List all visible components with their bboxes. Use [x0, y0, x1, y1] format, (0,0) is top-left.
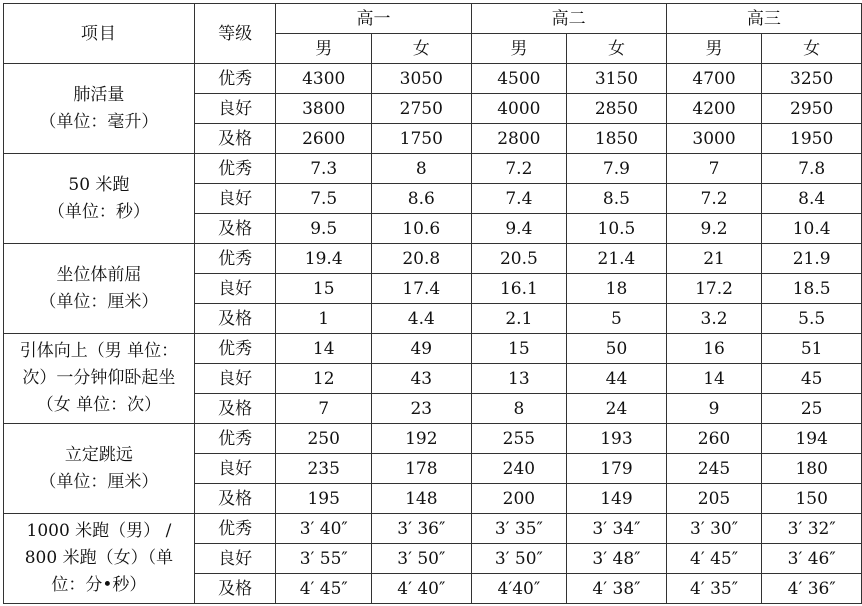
value-cell: 2600 — [276, 124, 372, 154]
value-cell: 9.5 — [276, 214, 372, 244]
value-cell: 4′40″ — [471, 574, 567, 604]
value-cell: 4500 — [471, 64, 567, 94]
level-label: 优秀 — [194, 154, 276, 184]
value-cell: 10.4 — [762, 214, 862, 244]
value-cell: 7.8 — [762, 154, 862, 184]
value-cell: 13 — [471, 364, 567, 394]
header-gender: 女 — [567, 34, 667, 64]
item-label: 坐位体前屈 （单位：厘米） — [4, 244, 195, 334]
value-cell: 255 — [471, 424, 567, 454]
value-cell: 3′ 48″ — [567, 544, 667, 574]
value-cell: 200 — [471, 484, 567, 514]
value-cell: 3′ 46″ — [762, 544, 862, 574]
level-label: 良好 — [194, 454, 276, 484]
value-cell: 235 — [276, 454, 372, 484]
value-cell: 205 — [666, 484, 762, 514]
level-label: 良好 — [194, 274, 276, 304]
value-cell: 3800 — [276, 94, 372, 124]
value-cell: 8.5 — [567, 184, 667, 214]
value-cell: 17.4 — [372, 274, 472, 304]
value-cell: 9 — [666, 394, 762, 424]
level-label: 优秀 — [194, 244, 276, 274]
value-cell: 4′ 40″ — [372, 574, 472, 604]
header-gender: 女 — [762, 34, 862, 64]
value-cell: 43 — [372, 364, 472, 394]
value-cell: 1850 — [567, 124, 667, 154]
value-cell: 21.9 — [762, 244, 862, 274]
value-cell: 3′ 40″ — [276, 514, 372, 544]
value-cell: 51 — [762, 334, 862, 364]
value-cell: 3150 — [567, 64, 667, 94]
value-cell: 3′ 36″ — [372, 514, 472, 544]
value-cell: 49 — [372, 334, 472, 364]
table-row — [4, 64, 862, 94]
header-gender: 男 — [471, 34, 567, 64]
value-cell: 3′ 50″ — [471, 544, 567, 574]
value-cell: 24 — [567, 394, 667, 424]
level-label: 及格 — [194, 484, 276, 514]
level-label: 良好 — [194, 364, 276, 394]
level-label: 良好 — [194, 184, 276, 214]
value-cell: 5 — [567, 304, 667, 334]
header-item: 项目 — [4, 4, 195, 64]
header-level: 等级 — [194, 4, 276, 64]
value-cell: 44 — [567, 364, 667, 394]
value-cell: 45 — [762, 364, 862, 394]
value-cell: 8 — [471, 394, 567, 424]
level-label: 优秀 — [194, 514, 276, 544]
value-cell: 7.2 — [666, 184, 762, 214]
level-label: 及格 — [194, 574, 276, 604]
level-label: 良好 — [194, 94, 276, 124]
value-cell: 192 — [372, 424, 472, 454]
header-gender: 男 — [666, 34, 762, 64]
value-cell: 260 — [666, 424, 762, 454]
value-cell: 3.2 — [666, 304, 762, 334]
value-cell: 245 — [666, 454, 762, 484]
value-cell: 3′ 30″ — [666, 514, 762, 544]
level-label: 及格 — [194, 304, 276, 334]
level-label: 优秀 — [194, 424, 276, 454]
value-cell: 4′ 35″ — [666, 574, 762, 604]
level-label: 及格 — [194, 394, 276, 424]
value-cell: 4′ 38″ — [567, 574, 667, 604]
value-cell: 5.5 — [762, 304, 862, 334]
value-cell: 2.1 — [471, 304, 567, 334]
value-cell: 193 — [567, 424, 667, 454]
value-cell: 20.5 — [471, 244, 567, 274]
value-cell: 21.4 — [567, 244, 667, 274]
level-label: 优秀 — [194, 334, 276, 364]
value-cell: 15 — [276, 274, 372, 304]
value-cell: 1950 — [762, 124, 862, 154]
value-cell: 4700 — [666, 64, 762, 94]
value-cell: 2800 — [471, 124, 567, 154]
value-cell: 149 — [567, 484, 667, 514]
value-cell: 1 — [276, 304, 372, 334]
value-cell: 10.6 — [372, 214, 472, 244]
value-cell: 250 — [276, 424, 372, 454]
table-row — [4, 514, 862, 544]
table-body — [4, 4, 862, 604]
item-label: 1000 米跑（男） / 800 米跑（女）（单 位：分•秒） — [4, 514, 195, 604]
value-cell: 178 — [372, 454, 472, 484]
value-cell: 7.2 — [471, 154, 567, 184]
value-cell: 7.4 — [471, 184, 567, 214]
value-cell: 4′ 36″ — [762, 574, 862, 604]
item-label: 50 米跑 （单位：秒） — [4, 154, 195, 244]
value-cell: 240 — [471, 454, 567, 484]
value-cell: 14 — [666, 364, 762, 394]
value-cell: 15 — [471, 334, 567, 364]
value-cell: 8.4 — [762, 184, 862, 214]
value-cell: 25 — [762, 394, 862, 424]
value-cell: 3250 — [762, 64, 862, 94]
value-cell: 7.3 — [276, 154, 372, 184]
value-cell: 4′ 45″ — [276, 574, 372, 604]
table-row — [4, 424, 862, 454]
value-cell: 2850 — [567, 94, 667, 124]
value-cell: 3′ 35″ — [471, 514, 567, 544]
value-cell: 3′ 50″ — [372, 544, 472, 574]
value-cell: 18.5 — [762, 274, 862, 304]
header-gender: 男 — [276, 34, 372, 64]
table-row — [4, 244, 862, 274]
header-row-grades — [4, 4, 862, 34]
table-row — [4, 334, 862, 364]
value-cell: 4.4 — [372, 304, 472, 334]
value-cell: 7.9 — [567, 154, 667, 184]
value-cell: 4300 — [276, 64, 372, 94]
value-cell: 7 — [666, 154, 762, 184]
value-cell: 4200 — [666, 94, 762, 124]
value-cell: 10.5 — [567, 214, 667, 244]
level-label: 及格 — [194, 214, 276, 244]
header-grade-1: 高一 — [276, 4, 471, 34]
value-cell: 50 — [567, 334, 667, 364]
value-cell: 3000 — [666, 124, 762, 154]
fitness-standards-table — [3, 3, 862, 604]
value-cell: 16 — [666, 334, 762, 364]
value-cell: 8 — [372, 154, 472, 184]
item-label: 引体向上（男 单位： 次）一分钟仰卧起坐 （女 单位：次） — [4, 334, 195, 424]
value-cell: 23 — [372, 394, 472, 424]
value-cell: 2750 — [372, 94, 472, 124]
level-label: 优秀 — [194, 64, 276, 94]
value-cell: 21 — [666, 244, 762, 274]
header-grade-3: 高三 — [666, 4, 861, 34]
item-label: 立定跳远 （单位：厘米） — [4, 424, 195, 514]
value-cell: 1750 — [372, 124, 472, 154]
value-cell: 194 — [762, 424, 862, 454]
value-cell: 17.2 — [666, 274, 762, 304]
value-cell: 8.6 — [372, 184, 472, 214]
value-cell: 3′ 32″ — [762, 514, 862, 544]
value-cell: 3′ 34″ — [567, 514, 667, 544]
value-cell: 16.1 — [471, 274, 567, 304]
value-cell: 4′ 45″ — [666, 544, 762, 574]
item-label: 肺活量 （单位：毫升） — [4, 64, 195, 154]
value-cell: 14 — [276, 334, 372, 364]
level-label: 良好 — [194, 544, 276, 574]
value-cell: 150 — [762, 484, 862, 514]
value-cell: 3050 — [372, 64, 472, 94]
value-cell: 180 — [762, 454, 862, 484]
value-cell: 9.2 — [666, 214, 762, 244]
level-label: 及格 — [194, 124, 276, 154]
value-cell: 195 — [276, 484, 372, 514]
value-cell: 2950 — [762, 94, 862, 124]
value-cell: 19.4 — [276, 244, 372, 274]
value-cell: 3′ 55″ — [276, 544, 372, 574]
value-cell: 4000 — [471, 94, 567, 124]
header-grade-2: 高二 — [471, 4, 666, 34]
header-gender: 女 — [372, 34, 472, 64]
value-cell: 18 — [567, 274, 667, 304]
table-row — [4, 154, 862, 184]
value-cell: 12 — [276, 364, 372, 394]
value-cell: 7.5 — [276, 184, 372, 214]
value-cell: 9.4 — [471, 214, 567, 244]
value-cell: 20.8 — [372, 244, 472, 274]
value-cell: 148 — [372, 484, 472, 514]
value-cell: 7 — [276, 394, 372, 424]
value-cell: 179 — [567, 454, 667, 484]
